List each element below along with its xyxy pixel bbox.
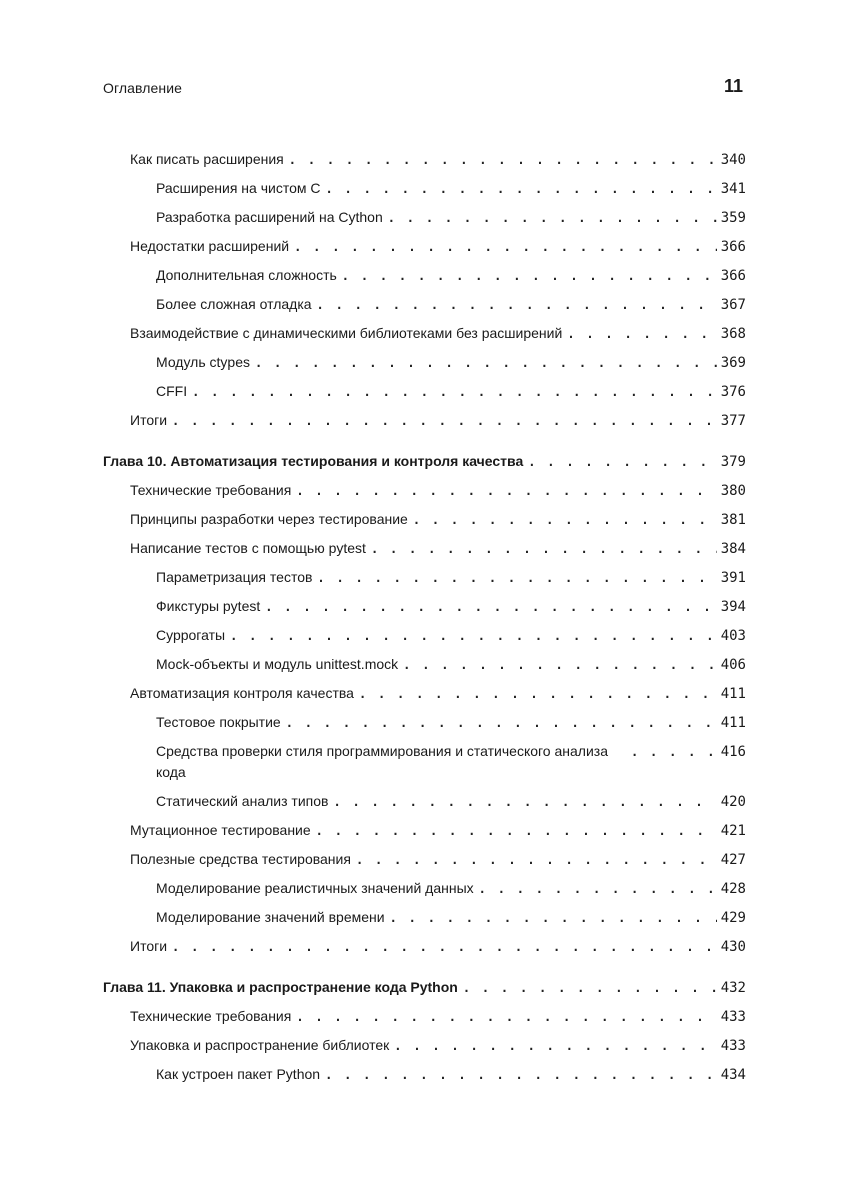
- toc-entry-title: Mock-объекты и модуль unittest.mock: [156, 656, 399, 672]
- toc-entry[interactable]: [103, 650, 746, 679]
- toc-entry[interactable]: [103, 903, 746, 932]
- toc-entry-title: Принципы разработки через тестирование: [130, 511, 408, 527]
- toc-entry-page: 428: [720, 881, 746, 897]
- toc-entry-page: 359: [720, 210, 746, 226]
- toc-entry[interactable]: [103, 621, 746, 650]
- dot-leader: [317, 564, 716, 593]
- dot-leader: [325, 1061, 717, 1090]
- toc-entry-title: Средства проверки стиля программирования и статического анализа кода: [156, 743, 608, 780]
- dot-leader: [528, 448, 716, 477]
- dot-leader: [388, 204, 717, 233]
- dot-leader: [463, 974, 717, 1003]
- dot-leader: [567, 320, 716, 349]
- toc-chapter-entry[interactable]: [103, 447, 746, 476]
- dot-leader: [333, 788, 716, 817]
- toc-entry-title: Технические требования: [130, 1008, 292, 1024]
- dot-leader: [371, 535, 717, 564]
- toc-entry-title: Как устроен пакет Python: [156, 1066, 321, 1082]
- toc-entry-page: 403: [720, 628, 746, 644]
- toc-entry-title: Суррогаты: [156, 627, 226, 643]
- toc-entry[interactable]: [103, 261, 746, 290]
- table-of-contents: [103, 145, 746, 1089]
- dot-leader: [286, 709, 717, 738]
- toc-entry[interactable]: [103, 232, 746, 261]
- toc-entry[interactable]: [103, 816, 746, 845]
- toc-entry-page: 367: [720, 297, 746, 313]
- toc-entry[interactable]: [103, 174, 746, 203]
- toc-entry-title: Технические требования: [130, 482, 292, 498]
- dot-leader: [317, 291, 717, 320]
- toc-entry-title: Моделирование реалистичных значений данных: [156, 880, 474, 896]
- dot-leader: [192, 378, 717, 407]
- toc-entry[interactable]: [103, 679, 746, 708]
- toc-entry-title: Более сложная отладка: [156, 296, 312, 312]
- toc-entry-page: 340: [720, 152, 746, 168]
- toc-entry-page: 406: [720, 657, 746, 673]
- toc-entry-title: Недостатки расширений: [130, 238, 290, 254]
- toc-entry-page: 381: [720, 512, 746, 528]
- toc-entry[interactable]: [103, 290, 746, 319]
- toc-chapter-entry[interactable]: [103, 973, 746, 1002]
- toc-entry-page: 427: [720, 852, 746, 868]
- toc-entry-page: 411: [720, 686, 746, 702]
- dot-leader: [359, 680, 717, 709]
- dot-leader: [172, 407, 717, 436]
- page-number: 11: [723, 76, 743, 96]
- toc-entry[interactable]: [103, 563, 746, 592]
- toc-entry-page: 369: [720, 355, 746, 371]
- toc-entry-page: 394: [720, 599, 746, 615]
- toc-entry-title: Фикстуры pytest: [156, 598, 261, 614]
- toc-entry-page: 368: [720, 326, 746, 342]
- toc-entry[interactable]: [103, 406, 746, 435]
- toc-entry-title: Разработка расширений на Cython: [156, 209, 383, 225]
- toc-entry-title: Параметризация тестов: [156, 569, 313, 585]
- toc-entry-title: Взаимодействие с динамическими библиотеками без расширений: [130, 325, 563, 341]
- toc-entry-page: 380: [720, 483, 746, 499]
- dot-leader: [296, 1003, 716, 1032]
- toc-entry[interactable]: [103, 1060, 746, 1089]
- dot-leader: [631, 742, 717, 763]
- toc-entry[interactable]: [103, 534, 746, 563]
- toc-entry-title: Тестовое покрытие: [156, 714, 281, 730]
- toc-entry-title: Автоматизация контроля качества: [130, 685, 354, 701]
- toc-entry-title: Мутационное тестирование: [130, 822, 311, 838]
- dot-leader: [172, 933, 717, 962]
- toc-entry-title: Как писать расширения: [130, 151, 284, 167]
- toc-entry-page: 341: [720, 181, 746, 197]
- toc-entry-page: 377: [720, 413, 746, 429]
- toc-entry-page: 411: [720, 715, 746, 731]
- toc-entry[interactable]: [103, 592, 746, 621]
- dot-leader: [316, 817, 717, 846]
- dot-leader: [390, 904, 717, 933]
- toc-entry-page: 384: [720, 541, 746, 557]
- dot-leader: [296, 477, 716, 506]
- toc-entry[interactable]: [103, 505, 746, 534]
- toc-entry[interactable]: [103, 845, 746, 874]
- toc-entry[interactable]: [103, 476, 746, 505]
- dot-leader: [356, 846, 717, 875]
- toc-entry-page: 432: [720, 980, 746, 996]
- dot-leader: [403, 651, 717, 680]
- toc-entry[interactable]: [103, 348, 746, 377]
- toc-entry-title: Модуль ctypes: [156, 354, 250, 370]
- toc-entry-page: 430: [720, 939, 746, 955]
- dot-leader: [342, 262, 717, 291]
- toc-entry-page: 433: [720, 1009, 746, 1025]
- toc-entry[interactable]: [103, 708, 746, 737]
- dot-leader: [294, 233, 717, 262]
- toc-entry-page: 376: [720, 384, 746, 400]
- dot-leader: [265, 593, 716, 622]
- toc-entry-title: Написание тестов с помощью pytest: [130, 540, 366, 556]
- toc-entry[interactable]: [103, 319, 746, 348]
- dot-leader: [289, 146, 717, 175]
- toc-entry[interactable]: [103, 377, 746, 406]
- toc-entry-page: 429: [720, 910, 746, 926]
- toc-entry-title: Статический анализ типов: [156, 793, 329, 809]
- toc-entry-page: 434: [720, 1067, 746, 1083]
- toc-entry-title: CFFI: [156, 383, 188, 399]
- toc-entry-title: Полезные средства тестирования: [130, 851, 351, 867]
- toc-entry-title: Моделирование значений времени: [156, 909, 385, 925]
- toc-chapter-title: Глава 10. Автоматизация тестирования и контроля качества: [103, 453, 524, 469]
- dot-leader: [394, 1032, 716, 1061]
- dot-leader: [326, 175, 717, 204]
- dot-leader: [230, 622, 717, 651]
- toc-entry[interactable]: [103, 203, 746, 232]
- running-title: Оглавление: [103, 80, 183, 96]
- toc-entry-page: 421: [720, 823, 746, 839]
- toc-entry-title: Итоги: [130, 412, 168, 428]
- toc-entry-title: Расширения на чистом С: [156, 180, 321, 196]
- toc-entry-title: Дополнительная сложность: [156, 267, 337, 283]
- toc-entry-title: Упаковка и распространение библиотек: [130, 1037, 390, 1053]
- toc-entry[interactable]: [103, 1031, 746, 1060]
- dot-leader: [255, 349, 717, 378]
- toc-entry[interactable]: [103, 932, 746, 961]
- toc-entry-title: Итоги: [130, 938, 168, 954]
- toc-entry[interactable]: [103, 787, 746, 816]
- dot-leader: [413, 506, 717, 535]
- toc-entry-page: 379: [720, 454, 746, 470]
- toc-entry-page: 391: [720, 570, 746, 586]
- toc-entry-page: 433: [720, 1038, 746, 1054]
- toc-entry[interactable]: [103, 874, 746, 903]
- toc-entry[interactable]: [103, 145, 746, 174]
- dot-leader: [479, 875, 717, 904]
- toc-entry-page: 416: [720, 744, 746, 760]
- toc-entry-page: 366: [720, 268, 746, 284]
- toc-entry-page: 366: [720, 239, 746, 255]
- toc-entry-page: 420: [720, 794, 746, 810]
- toc-chapter-title: Глава 11. Упаковка и распространение кода Python: [103, 979, 458, 995]
- toc-entry[interactable]: [103, 737, 746, 787]
- toc-entry[interactable]: [103, 1002, 746, 1031]
